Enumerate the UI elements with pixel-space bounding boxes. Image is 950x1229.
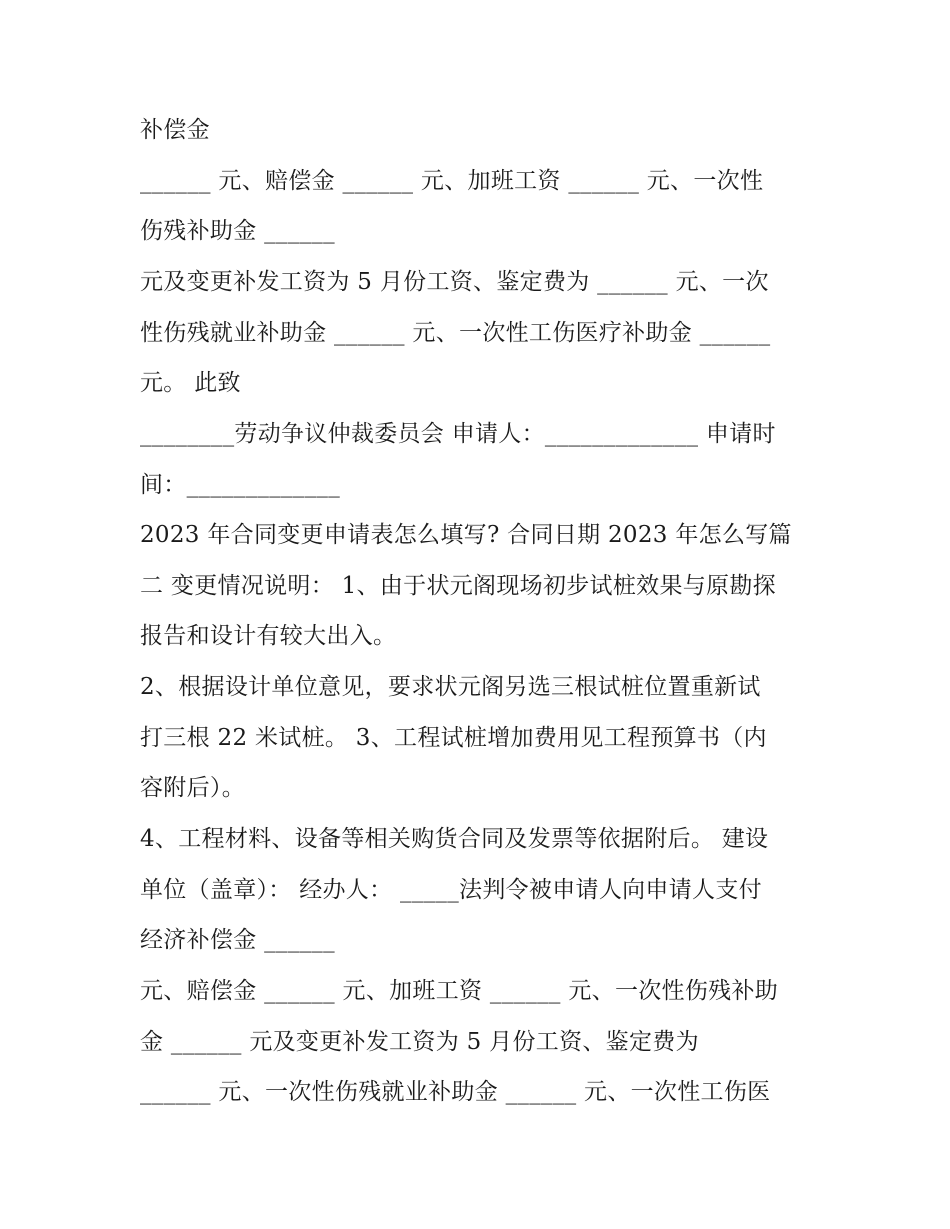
text-line: 金 ______ 元及变更补发工资为 5 月份工资、鉴定费为 [140, 1029, 699, 1055]
text-line: 二 变更情况说明： 1、由于状元阁现场初步试桩效果与原勘探 [140, 573, 776, 599]
text-line: 报告和设计有较大出入。 [140, 623, 397, 649]
text-line: 间：_____________ [140, 472, 340, 498]
text-line: 2、根据设计单位意见，要求状元阁另选三根试桩位置重新试 [140, 674, 761, 700]
text-line: 元及变更补发工资为 5 月份工资、鉴定费为 ______ 元、一次 [140, 269, 769, 295]
text-line: 容附后）。 [140, 775, 245, 801]
text-line: 4、工程材料、设备等相关购货合同及发票等依据附后。 建设 [140, 826, 769, 852]
text-line: ________劳动争议仲裁委员会 申请人：_____________ 申请时 [140, 421, 776, 447]
text-line: 2023 年合同变更申请表怎么填写? 合同日期 2023 年怎么写篇 [140, 522, 792, 548]
text-line: ______ 元、一次性伤残就业补助金 ______ 元、一次性工伤医 [140, 1079, 771, 1105]
text-line: 伤残补助金 ______ [140, 218, 335, 244]
text-line: 性伤残就业补助金 ______ 元、一次性工伤医疗补助金 ______ [140, 320, 771, 346]
text-line: 打三根 22 米试桩。 3、工程试桩增加费用见工程预算书（内 [140, 725, 767, 751]
text-line: 元。 此致 [140, 370, 241, 396]
text-line: 经济补偿金 ______ [140, 927, 335, 953]
text-line: 元、赔偿金 ______ 元、加班工资 ______ 元、一次性伤残补助 [140, 978, 779, 1004]
text-line: 补偿金 [140, 117, 210, 143]
text-line: ______ 元、赔偿金 ______ 元、加班工资 ______ 元、一次性 [140, 168, 764, 194]
text-line: 单位（盖章）： 经办人： _____法判令被申请人向申请人支付 [140, 877, 762, 903]
